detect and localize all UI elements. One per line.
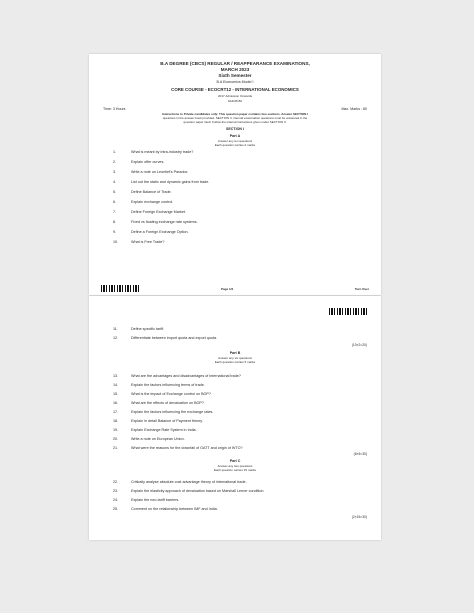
instructions-line-1: Instructions to Private candidates only: This question paper contains two sections. Answer SECTION I — [162, 112, 308, 116]
question-item: 19. Explain Exchange Rate System in India. — [113, 428, 197, 432]
turn-over-note: Turn Over — [354, 287, 369, 291]
document-page-1 — [89, 54, 381, 295]
page-number: Page 1/2 — [221, 287, 234, 291]
barcode-image — [329, 308, 367, 315]
admission-scheme: 2017 Admission Onwards — [217, 94, 253, 98]
question-item: 9. Define a Foreign Exchange Option. — [113, 230, 189, 234]
exam-time: Time: 3 Hours — [103, 107, 126, 111]
question-item: 5. Define Balance of Trade. — [113, 190, 172, 194]
question-item: 20. Write a note on European Union. — [113, 437, 185, 441]
course-title: CORE COURSE - ECOCRT12 - INTERNATIONAL ECONOMICS — [171, 87, 299, 92]
exam-semester: Sixth Semester — [218, 73, 252, 78]
question-item: 6. Explain exchange control. — [113, 200, 174, 204]
question-item: 25. Comment on the relationship between IMF and India. — [113, 507, 218, 511]
question-item: 17. Explain the factors influencing the exchange rates. — [113, 410, 214, 414]
max-marks: Max. Marks : 80 — [341, 107, 367, 111]
question-item: 21. What were the reasons for the downfall of GATT and origin of WTO? — [113, 446, 243, 450]
question-item: 16. What are the effects of devaluation on BOP? — [113, 401, 204, 405]
part-a-instruction: Answer any ten questions — [217, 139, 253, 143]
question-item: 24. Explain the neo-tariff barriers. — [113, 498, 180, 502]
question-item: 13. What are the advantages and disadvantages of international trade? — [113, 374, 241, 378]
part-b-marks-note: Each question carries 5 marks — [214, 360, 256, 364]
document-page-2 — [89, 296, 381, 540]
paper-code: 0A4C8152 — [227, 99, 243, 103]
part-c-heading: Part C — [229, 459, 241, 463]
exam-title: B.A DEGREE (CBCS) REGULAR / REAPPEARANCE EXAMINATIONS, — [160, 61, 310, 66]
instructions-line-3: question paper itself. Follow the internal instructions given under SECTION II. — [183, 120, 287, 124]
exam-program: B.A Economics Model I — [216, 80, 254, 84]
section-heading: SECTION I — [226, 127, 244, 131]
barcode-image — [101, 285, 139, 292]
question-item: 2. Explain offer curves. — [113, 160, 165, 164]
part-c-total-marks: (2×15=30) — [351, 515, 367, 519]
question-item: 18. Explain in detail Balance of Payment theory. — [113, 419, 203, 423]
question-item: 3. Write a note on Leontief's Paradox. — [113, 170, 189, 174]
part-a-marks-note: Each question carries 2 marks — [214, 143, 256, 147]
question-item: 11. Define specific tariff. — [113, 327, 165, 331]
question-item: 10. What is Free Trade? — [113, 240, 165, 244]
question-item: 15. What is the impact of Exchange control on BOP? — [113, 392, 211, 396]
question-item: 7. Define Foreign Exchange Market. — [113, 210, 186, 214]
part-b-heading: Part B — [229, 351, 241, 355]
instructions-line-2: questions in the answer-book provided. SECTION II, internal examination questions must be answered in the — [162, 116, 308, 120]
question-item: 1. What is meant by intra-industry trade? — [113, 150, 194, 154]
exam-session: MARCH 2023 — [220, 67, 250, 72]
question-item: 23. Explain the elasticity approach of devaluation based on Marshall Lerner condition. — [113, 489, 265, 493]
part-a-total-marks: (10×2=20) — [351, 343, 367, 347]
part-c-marks-note: Each question carries 15 marks — [213, 468, 257, 472]
question-item: 12. Differentiate between import quota and export quota. — [113, 336, 218, 340]
question-item: 8. Fixed vs floating exchange rate systems. — [113, 220, 198, 224]
part-c-instruction: Answer any two questions — [217, 464, 253, 468]
part-b-total-marks: (6×5=30) — [353, 452, 367, 456]
part-b-instruction: Answer any six questions — [218, 356, 252, 360]
question-item: 14. Explain the factors influencing terms of trade. — [113, 383, 205, 387]
question-item: 22. Critically analyse absolute cost advantage theory of international trade. — [113, 480, 247, 484]
question-item: 4. List out the static and dynamic gains from trade. — [113, 180, 210, 184]
part-a-heading: Part A — [229, 134, 241, 138]
